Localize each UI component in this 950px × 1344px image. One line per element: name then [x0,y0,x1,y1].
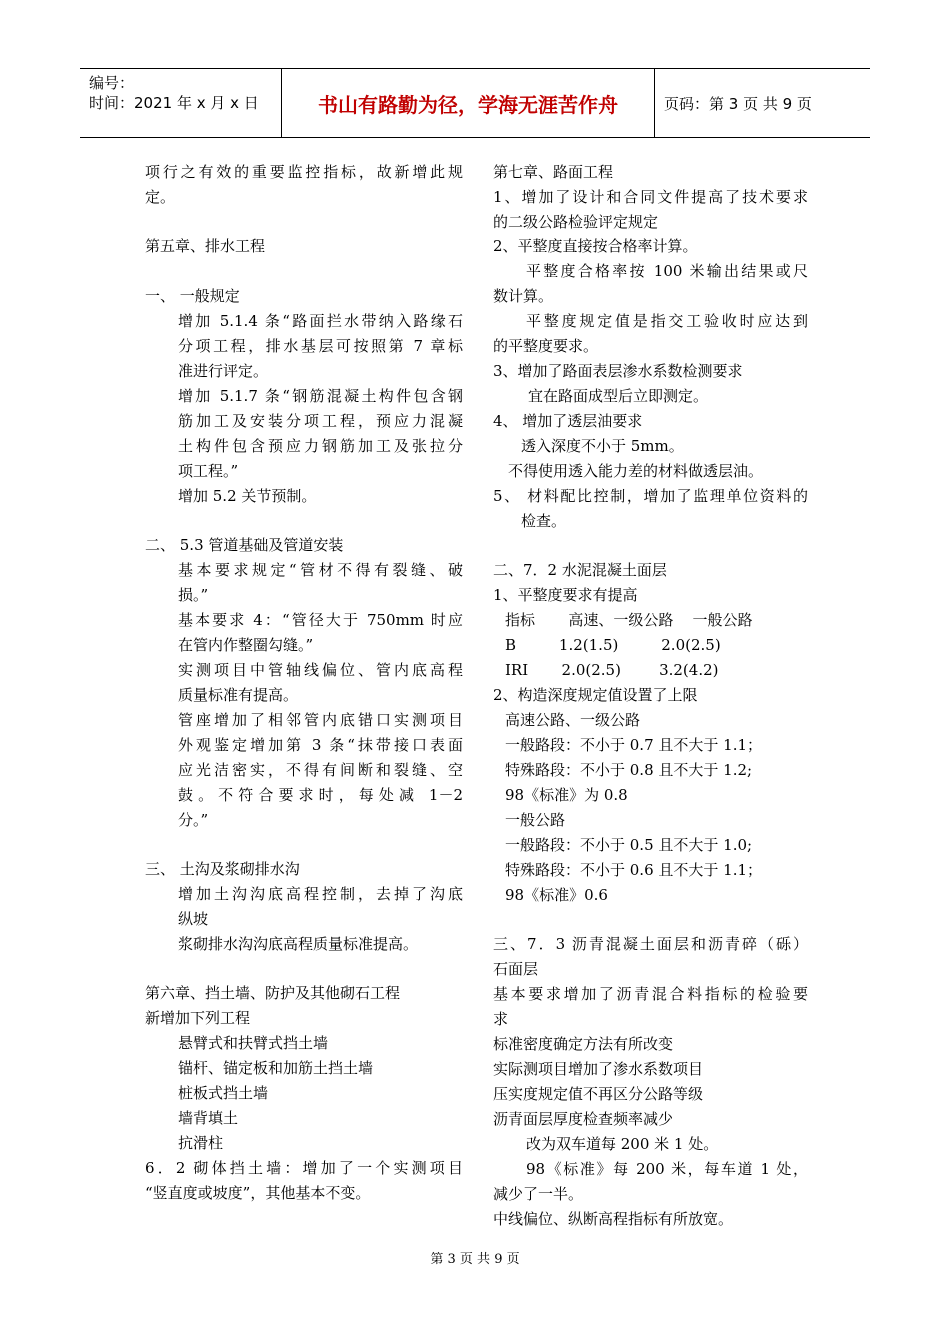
list-item: 悬臂式和扶臂式挡土墙 [178,1034,329,1052]
text-line: 石面层 [493,960,539,978]
text-line: 分。” [178,811,209,829]
text-line: 鼓。不符合要求时，每处减 1－2 [178,786,463,804]
text-line: 土构件包含预应力钢筋加工及张拉分 [178,437,463,455]
text-line: 4、 增加了透层油要求 [493,412,643,430]
text-line: 透入深度不小于 5mm。 [521,437,684,455]
header-meta [89,73,279,113]
text-line: 1、增加了设计和合同文件提高了技术要求 [493,188,808,206]
text-line: 特殊路段：不小于 0.6 且不大于 1.1； [505,861,763,879]
text-line: 实测项目中管轴线偏位、管内底高程 [178,661,463,679]
section-heading: 二、 5.3 管道基础及管道安装 [145,536,344,554]
text-line: 管座增加了相邻管内底错口实测项目 [178,711,463,729]
text-line: 标准密度确定方法有所改变 [493,1035,674,1053]
page-footer: 第 3 页 共 9 页 [430,1252,520,1267]
text-line: 平整度合格率按 100 米输出结果或尺 [526,262,808,280]
list-item: 抗滑柱 [178,1134,224,1152]
text-line: 增加土沟沟底高程控制，去掉了沟底 [178,885,463,903]
header-number: 编号： [89,74,135,92]
text-line: 改为双车道每 200 米 1 处。 [526,1135,719,1153]
text-line: 的二级公路检验评定规定 [493,213,659,231]
text-line: 压实度规定值不再区分公路等级 [493,1085,704,1103]
list-item: 墙背填土 [178,1109,239,1127]
text-line: 浆砌排水沟沟底高程质量标准提高。 [178,935,419,953]
text-line: 的平整度要求。 [493,337,599,355]
text-line: 检查。 [521,512,567,530]
text-line: 定。 [145,188,176,206]
page-header [80,68,870,138]
list-item: 桩板式挡土墙 [178,1084,269,1102]
text-line: 5、 材料配比控制，增加了监理单位资料的 [493,487,808,505]
section-heading: 三、 土沟及浆砌排水沟 [145,860,300,878]
chapter-heading: 第五章、排水工程 [145,237,266,255]
text-line: 不得使用透入能力差的材料做透层油。 [508,462,764,480]
text-line: 项行之有效的重要监控指标，故新增此规 [145,163,463,181]
text-line: 筋加工及安装分项工程，预应力混凝 [178,412,463,430]
text-line: 一般路段：不小于 0.5 且不大于 1.0; [505,836,753,854]
section-heading: 一、 一般规定 [145,287,240,305]
text-line: 准进行评定。 [178,362,269,380]
text-line: 沥青面层厚度检查频率减少 [493,1110,674,1128]
table-header-row: 指标 高速、一级公路 一般公路 [505,611,753,629]
text-line: 损。” [178,586,209,604]
text-line: 特殊路段：不小于 0.8 且不大于 1.2; [505,761,753,779]
section-heading: 二、7．2 水泥混凝土面层 [493,561,667,579]
text-line: 3、增加了路面表层渗水系数检测要求 [493,362,743,380]
header-page-number: 页码：第 3 页 共 9 页 [664,95,812,113]
text-line: 增加 5.1.4 条“路面拦水带纳入路缘石 [178,312,463,330]
text-line: 基本要求增加了沥青混合料指标的检验要 [493,985,808,1003]
text-line: 98《标准》为 0.8 [505,786,628,804]
text-line: 2、平整度直接按合格率计算。 [493,237,698,255]
text-line: 在管内作整圈勾缝。” [178,636,314,654]
text-line: 减少了一半。 [493,1185,584,1203]
text-line: 项工程。” [178,462,239,480]
text-line: 数计算。 [493,287,554,305]
list-item: 锚杆、锚定板和加筋土挡土墙 [178,1059,374,1077]
text-line: 2、构造深度规定值设置了上限 [493,686,698,704]
header-time: 时间：2021 年 x 月 x 日 [89,94,259,112]
text-line: 高速公路、一级公路 [505,711,641,729]
text-line: 实际测项目增加了渗水系数项目 [493,1060,704,1078]
text-line: 一般公路 [505,811,566,829]
text-line: 外观鉴定增加第 3 条“抹带接口表面 [178,736,463,754]
text-line: 新增加下列工程 [145,1009,251,1027]
table-row: B 1.2(1.5) 2.0(2.5) [505,636,721,654]
header-divider [654,69,655,137]
text-line: 98《标准》0.6 [505,886,608,904]
chapter-heading: 第七章、路面工程 [493,163,614,181]
chapter-heading: 第六章、挡土墙、防护及其他砌石工程 [145,984,401,1002]
text-line: 1、平整度要求有提高 [493,586,638,604]
text-line: 98《标准》每 200 米，每车道 1 处， [526,1160,808,1178]
text-line: 纵坡 [178,910,209,928]
table-row: IRI 2.0(2.5) 3.2(4.2) [505,661,719,679]
header-motto: 书山有路勤为径，学海无涯苦作舟 [318,93,618,117]
text-line: 增加 5.2 关节预制。 [178,487,317,505]
section-heading: 三、7．3 沥青混凝土面层和沥青碎（砾） [493,935,808,953]
text-line: 平整度规定值是指交工验收时应达到 [526,312,808,330]
text-line: 宜在路面成型后立即测定。 [528,387,709,405]
text-line: 增加 5.1.7 条“钢筋混凝土构件包含钢 [178,387,463,405]
text-line: 中线偏位、纵断高程指标有所放宽。 [493,1210,734,1228]
text-line: 基本要求规定“管材不得有裂缝、破 [178,561,463,579]
text-line: “竖直度或坡度”，其他基本不变。 [145,1184,371,1202]
text-line: 6．2 砌体挡土墙：增加了一个实测项目 [145,1159,463,1177]
text-line: 求 [493,1010,509,1028]
text-line: 质量标准有提高。 [178,686,299,704]
text-line: 应光洁密实，不得有间断和裂缝、空 [178,761,463,779]
text-line: 分项工程，排水基层可按照第 7 章标 [178,337,463,355]
text-line: 一般路段：不小于 0.7 且不大于 1.1； [505,736,763,754]
text-line: 基本要求 4：“管径大于 750mm 时应 [178,611,463,629]
